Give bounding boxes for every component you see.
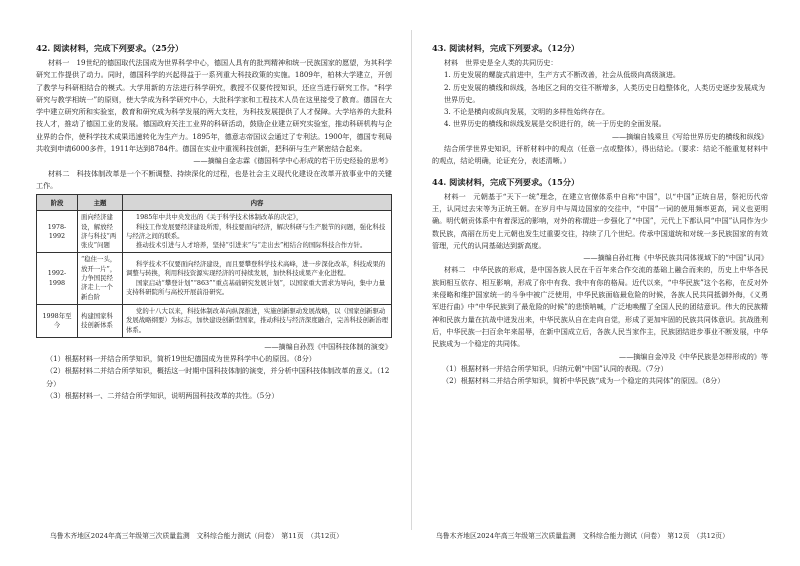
list-item: 3. 不论是横向或纵向发展，文明的多样性始终存在。 xyxy=(444,107,610,117)
q44-material-1-source: ——摘编自孙红梅《中华民族共同体视域下的“中国”认同》 xyxy=(583,253,768,263)
table-header-period: 阶段 xyxy=(37,195,78,211)
table-cell-content xyxy=(123,304,392,337)
content-line: 科学技术不仅要面向经济建设，而且要攀登科学技术高峰，进一步深化改革，科技成果的调整与转换，利用科技资源实现经济的可持续发展，加快科技成果产业化进程。 xyxy=(126,260,386,278)
table-cell-content xyxy=(123,211,392,253)
sub-question-1: （1）根据材料一并结合所学知识，简析19世纪德国成为世界科学中心的原因。（8分） xyxy=(46,354,316,364)
material-1-source: ——摘编自金志霖《德国科学中心形成的若干历史经验的思考》 xyxy=(193,156,392,166)
table-row xyxy=(37,211,392,253)
question-43-title: 43. 阅读材料，完成下列要求。（12分） xyxy=(432,43,580,53)
q44-sub-question-1: （1）根据材料一并结合所学知识，归纳元朝“中国”认同的表现。（7分） xyxy=(442,363,668,373)
question-42-title: 42. 阅读材料，完成下列要求。（25分） xyxy=(36,43,184,53)
table-header-row xyxy=(37,195,392,211)
material-2-source: ——摘编自孙烈《中国科技体制的演变》 xyxy=(264,341,392,351)
q44-material-2-source: ——摘编自金冲及《中华民族是怎样形成的》等 xyxy=(619,351,768,361)
table-cell-content xyxy=(123,253,392,304)
q44-material-1: 材料一 元朝基于“天下一统”理念，在建立官僚体系中自称“中国”，以“中国”正统自居，祭祀历代帝王，认同过去宋等为正统王朝。在岁月中与周边国家的交往中，“中国”一词的使用频率更高，词义也更明确。明代朝贡体系中有着深远的影响，对外的称谓进一步强化了“中国”，元代上下都认同“中国”认同作为少数民族，高丽在历史上元朝也发生过重要交往，持续了几个世纪。传承中国道统和对统一多民族国家的有效管理，元代的认同基础达到新高度。 xyxy=(432,191,768,250)
sub-question-3: （3）根据材料一、二并结合所学知识，说明两国科技改革的共性。（5分） xyxy=(46,391,279,401)
page-11-column xyxy=(36,40,392,402)
question-44-title: 44. 阅读材料，完成下列要求。（15分） xyxy=(432,176,580,187)
content-line: 科技工作发展要经济建设所需，科技要面向经济，解决科研与生产脱节的问题，强化科技与经济之间的联系。 xyxy=(126,222,386,240)
table-row xyxy=(37,304,392,337)
list-item: 2. 历史发展的横线和纵线，各地区之间的交往不断增多，人类历史日趋整体化，人类历史逐步发展成为世界历史。 xyxy=(444,82,766,104)
list-item: 4. 世界历史的横线和纵线发展是交织进行的，统一于历史的全面发展。 xyxy=(444,119,666,129)
column-divider xyxy=(411,30,412,530)
reform-stages-table xyxy=(36,194,392,338)
table-cell-theme: “稳住一头，放开一片”，力争国民经济走上一个新台阶 xyxy=(78,253,123,304)
table-cell-period: 1978-1992 xyxy=(37,211,78,253)
q44-sub-question-2: （2）根据材料二并结合所学知识，简析中华民族“成为一个稳定的共同体”的原因。（8分） xyxy=(442,376,725,386)
table-cell-theme: 面向经济建设，解放经济与科技“两张皮”问题 xyxy=(78,211,123,253)
table-row xyxy=(37,253,392,304)
material-2-intro: 材料二 科技体制改革是一个不断调整、持续深化的过程，也是社会主义现代化建设在改革开放事业中的关键工作。 xyxy=(36,168,392,190)
table-cell-period: 1998年至今 xyxy=(37,304,78,337)
sub-question-2: （2）根据材料二并结合所学知识，概括这一时期中国科技体制的演变，并分析中国科技体制改革的意义。（12分） xyxy=(46,366,390,388)
question-43-task: 结合所学世界史知识，评析材料中的观点（任意一点或整体），得出结论。（要求：结论不能重复材料中的观点，结论明确，论证充分，表述清晰。） xyxy=(432,144,768,166)
question-43-source: ——摘编自钱乘旦《写给世界历史的横线和纵线》 xyxy=(611,131,768,141)
content-line: 党的十八大以来，科技体制改革向纵深推进，实施创新驱动发展战略，以（国家创新驱动发展战略纲要）为标志，加快建设创新型国家，推动科技与经济深度融合，完善科技创新治理体系。 xyxy=(126,306,389,334)
list-item: 1. 历史发展的螺旋式前进中，生产方式不断改善，社会从低级向高级演进。 xyxy=(444,70,681,80)
page-12-column xyxy=(432,40,768,387)
material-1-text: 材料一 19世纪的德国取代法国成为世界科学中心，德国人具有的批判精神和统一民族国家的愿望，为其科学研究工作提供了动力。同时，德国科学的兴起得益于一系列重大科技政策的实施。1809年，柏林大学建立，开创了教学与科研相结合的模式。大学用新的方法进行科学研究，教授不仅要传授知识，还应当进行研究工作。“科学研究与教学相统一”的原则，使大学成为科学研究中心，大批科学家和工程技术人员在这里接受了教育。德国在大学中建立研究所和实验室，教育和研究成为科学发展的两大支柱，为科技发展提供了人才保障。大学培养的大批科技人才，推动了德国工业的发展。德国政府关注工业界的科研活动，鼓励企业建立研究实验室，推动科研机构与企业界的合作，使科学技术成果迅速转化为生产力。1895年，德意志帝国议会通过了专利法。1900年，德国专利局共收到申请6000多件，1911年达到8784件。德国在实业中重视科技创新，把科研与生产紧密结合起来。 xyxy=(36,58,392,154)
content-line: 国家启动“攀登计划”“863”“重点基础研究发展计划”，以国家重大需求为导向，集中力量支持科研院所与高校开展前沿研究。 xyxy=(126,278,386,296)
q44-material-2: 材料二 中华民族的形成，是中国各族人民在千百年来合作交流的基础上融合而来的，历史上中华各民族间相互依存、相互影响，形成了你中有我、我中有你的格局。近代以来，“中华民族”这个名称，在反对外来侵略和维护国家统一的斗争中被广泛使用，中华民族面临最危险的时候，各族人民共同抵御外侮，《义勇军进行曲》中“中华民族到了最危险的时候”的悲愤呐喊，广泛地唤醒了全国人民的团结意识。伟大的民族精神和民族力量在抗战中迸发出来，中华民族从自在走向自觉，形成了更加牢固的民族共同体意识。抗战胜利后，中华民族一扫百余年来屈辱，在新中国成立后，各族人民当家作主，民族团结进步事业不断发展，中华民族成为一个稳定的共同体。 xyxy=(432,265,768,349)
page-footer-right: 乌鲁木齐地区2024年高三年级第三次质量监测 文科综合能力测试（问卷） 第12页 （共12页） xyxy=(436,532,729,540)
page-footer-left: 乌鲁木齐地区2024年高三年级第三次质量监测 文科综合能力测试（问卷） 第11页 （共12页） xyxy=(50,532,343,540)
question-43-intro: 材料 世界史是全人类的共同历史： xyxy=(444,58,558,67)
table-header-content: 内容 xyxy=(123,195,392,211)
table-header-theme: 主题 xyxy=(78,195,123,211)
table-cell-period: 1992-1998 xyxy=(37,253,78,304)
table-cell-theme: 构建国家科技创新体系 xyxy=(78,304,123,337)
content-line: 1985年中共中央发出的《关于科学技术体制改革的决定》， xyxy=(136,213,303,222)
content-line: 推动技术引进与人才培养，坚持“引进来”与“走出去”相结合的国际科技合作方针。 xyxy=(136,241,367,250)
